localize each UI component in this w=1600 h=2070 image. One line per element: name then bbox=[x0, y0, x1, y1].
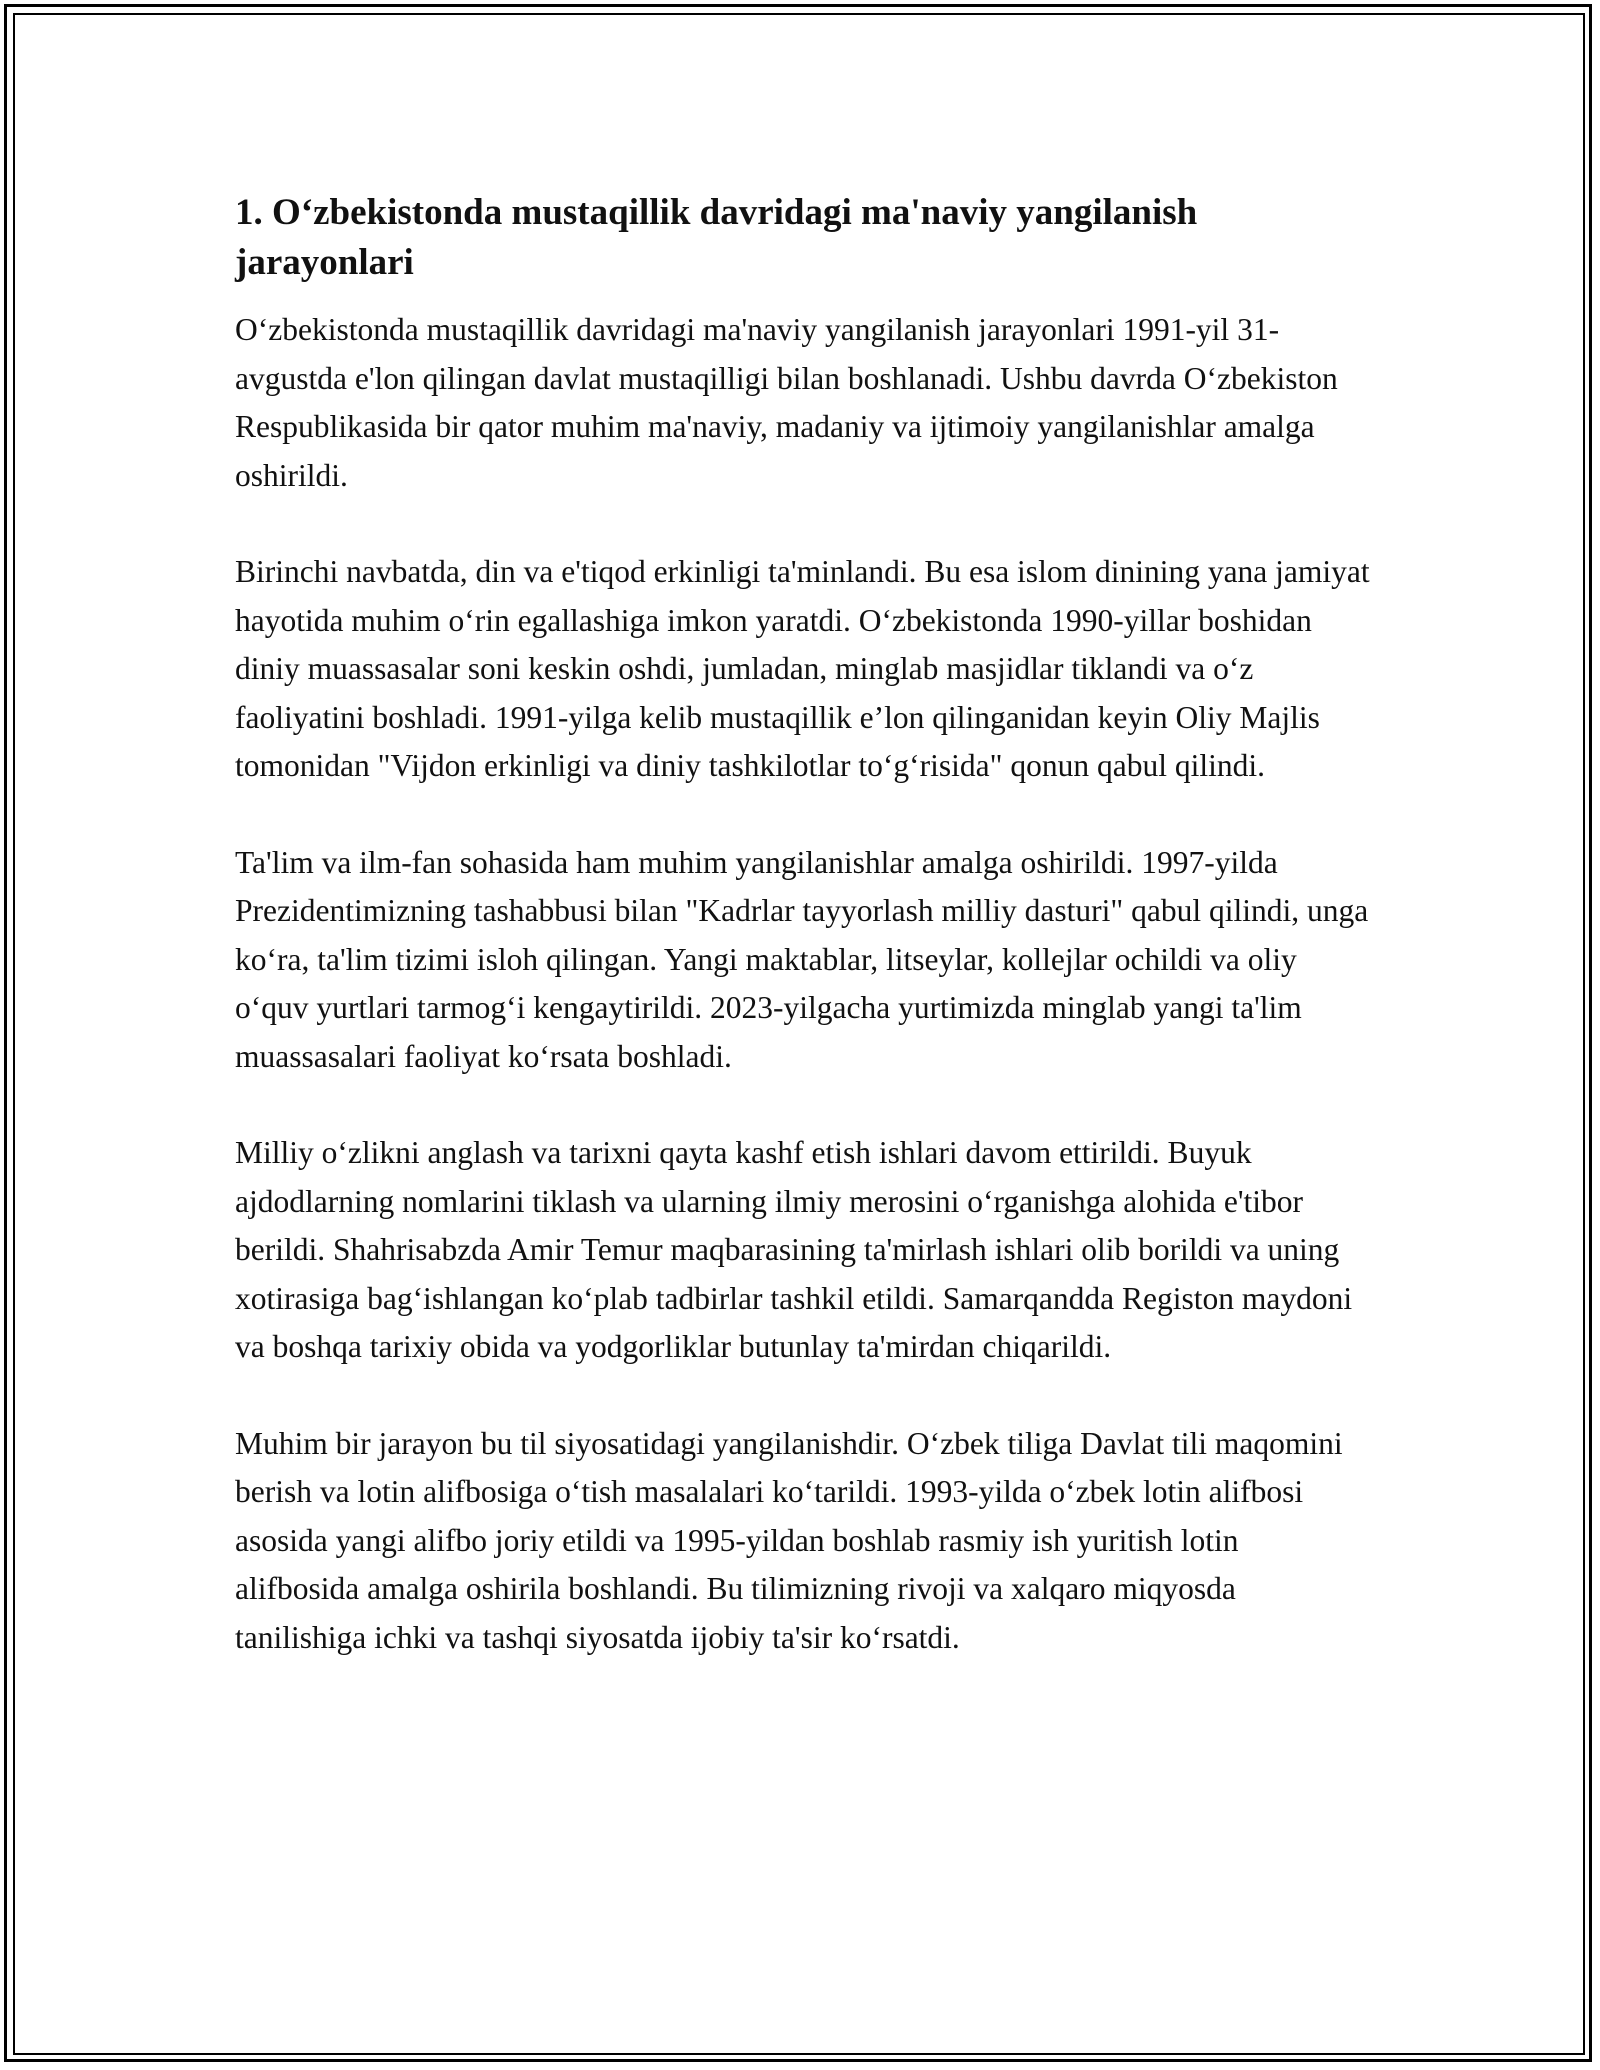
document-title: 1. Oʻzbekistonda mustaqillik davridagi ma'naviy yangilanish jarayonlari bbox=[235, 192, 1198, 283]
paragraph-education: Ta'lim va ilm-fan sohasida ham muhim yangilanishlar amalga oshirildi. 1997-yilda Prezidentimizning tashabbusi bilan "Kadrlar tayyorlash milliy dasturi" qabul qilindi, unga koʻra, ta'lim tizimi isloh qilingan. Yangi maktablar, litseylar, kollejlar ochildi va oliy oʻquv yurtlari tarmogʻi kengaytirildi. 2023-yilgacha yurtimizda minglab yangi ta'lim muassasalari faoliyat koʻrsata boshladi. bbox=[235, 844, 1369, 1074]
paragraph-history: Milliy oʻzlikni anglash va tarixni qayta kashf etish ishlari davom ettirildi. Buyuk ajdodlarning nomlarini tiklash va ularning ilmiy merosini oʻrganishga alohida e'tibor berildi. Shahrisabzda Amir Temur maqbarasining ta'mirlash ishlari olib borildi va uning xotirasiga bagʻishlangan koʻplab tadbirlar tashkil etildi. Samarqandda Registon maydoni va boshqa tarixiy obida va yodgorliklar butunlay ta'mirdan chiqarildi. bbox=[235, 1135, 1353, 1364]
paragraph-language: Muhim bir jarayon bu til siyosatidagi yangilanishdir. Oʻzbek tiliga Davlat tili maqomini berish va lotin alifbosiga oʻtish masalalari koʻtarildi. 1993-yilda oʻzbek lotin alifbosi asosida yangi alifbo joriy etildi va 1995-yildan boshlab rasmiy ish yuritish lotin alifbosida amalga oshirila boshlandi. Bu tilimizning rivoji va xalqaro miqyosda tanilishiga ichki va tashqi siyosatda ijobiy ta'sir koʻrsatdi. bbox=[235, 1425, 1343, 1655]
paragraph-religion: Birinchi navbatda, din va e'tiqod erkinligi ta'minlandi. Bu esa islom dinining yana jamiyat hayotida muhim oʻrin egallashiga imkon yaratdi. Oʻzbekistonda 1990-yillar boshidan diniy muassasalar soni keskin oshdi, jumladan, minglab masjidlar tiklandi va oʻz faoliyatini boshladi. 1991-yilga kelib mustaqillik e’lon qilinganidan keyin Oliy Majlis tomonidan "Vijdon erkinligi va diniy tashkilotlar toʻgʻrisida" qonun qabul qilindi. bbox=[235, 554, 1370, 783]
paragraph-intro: Oʻzbekistonda mustaqillik davridagi ma'naviy yangilanish jarayonlari 1991-yil 31-avgustda e'lon qilingan davlat mustaqilligi bilan boshlanadi. Ushbu davrda Oʻzbekiston Respublikasida bir qator muhim ma'naviy, madaniy va ijtimoiy yangilanishlar amalga oshirildi. bbox=[235, 312, 1338, 493]
document-page bbox=[235, 188, 1370, 1662]
